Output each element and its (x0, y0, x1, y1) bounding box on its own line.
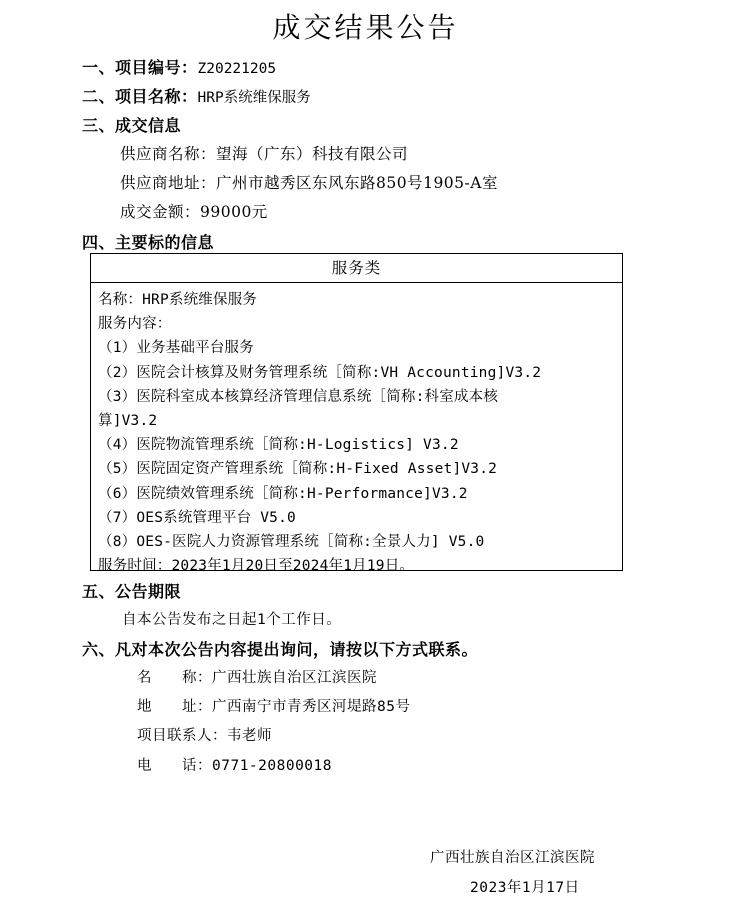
deal-amount: 成交金额：99000元 (120, 203, 268, 221)
table-line: （2）医院会计核算及财务管理系统［简称:VH Accounting]V3.2 (98, 364, 542, 381)
table-line: 算]V3.2 (98, 413, 158, 430)
contact-name: 名 称：广西壮族自治区江滨医院 (137, 670, 377, 686)
project-number-row (82, 55, 276, 78)
project-name-value: HRP系统维保服务 (197, 90, 311, 106)
table-line: （4）医院物流管理系统［简称:H-Logistics] V3.2 (98, 437, 459, 454)
notice-period-heading: 五、公告期限 (82, 582, 182, 601)
table-line: （3）医院科室成本核算经济管理信息系统［简称:科室成本核 (98, 388, 499, 405)
supplier-address: 供应商地址：广州市越秀区东风东路850号1905-A室 (120, 174, 498, 192)
footer-date: 2023年1月17日 (470, 880, 580, 896)
contact-address: 地 址：广西南宁市青秀区河堤路85号 (137, 699, 411, 715)
table-line: 服务内容： (98, 316, 172, 333)
table-line: （1）业务基础平台服务 (98, 340, 254, 357)
table-header: 服务类 (91, 254, 622, 283)
table-line: 名称：HRP系统维保服务 (98, 292, 258, 308)
main-subject-heading: 四、主要标的信息 (82, 233, 215, 252)
subject-table (90, 253, 623, 575)
contact-heading: 六、凡对本次公告内容提出询问，请按以下方式联系。 (82, 640, 479, 659)
table-line: 服务时间：2023年1月20日至2024年1月19日。 (98, 558, 415, 575)
project-name-label: 二、项目名称： (82, 87, 198, 106)
supplier-name: 供应商名称：望海（广东）科技有限公司 (120, 145, 409, 163)
table-line: （8）OES-医院人力资源管理系统［简称:全景人力] V5.0 (98, 534, 485, 551)
contact-phone: 电 话：0771-20800018 (137, 758, 332, 774)
notice-period-text: 自本公告发布之日起1个工作日。 (122, 612, 342, 628)
project-number-label: 一、项目编号： (82, 58, 198, 77)
deal-info-heading: 三、成交信息 (82, 116, 182, 135)
table-body (91, 283, 622, 578)
project-number-value: Z20221205 (197, 61, 277, 77)
table-line: （5）医院固定资产管理系统［简称:H-Fixed Asset]V3.2 (98, 461, 498, 478)
table-line: （6）医院绩效管理系统［简称:H-Performance]V3.2 (98, 485, 468, 502)
page-title: 成交结果公告 (272, 11, 459, 44)
table-line: （7）OES系统管理平台 V5.0 (98, 509, 296, 526)
project-name-row (82, 84, 311, 107)
contact-person: 项目联系人：韦老师 (137, 728, 272, 744)
footer-organization: 广西壮族自治区江滨医院 (430, 850, 595, 866)
